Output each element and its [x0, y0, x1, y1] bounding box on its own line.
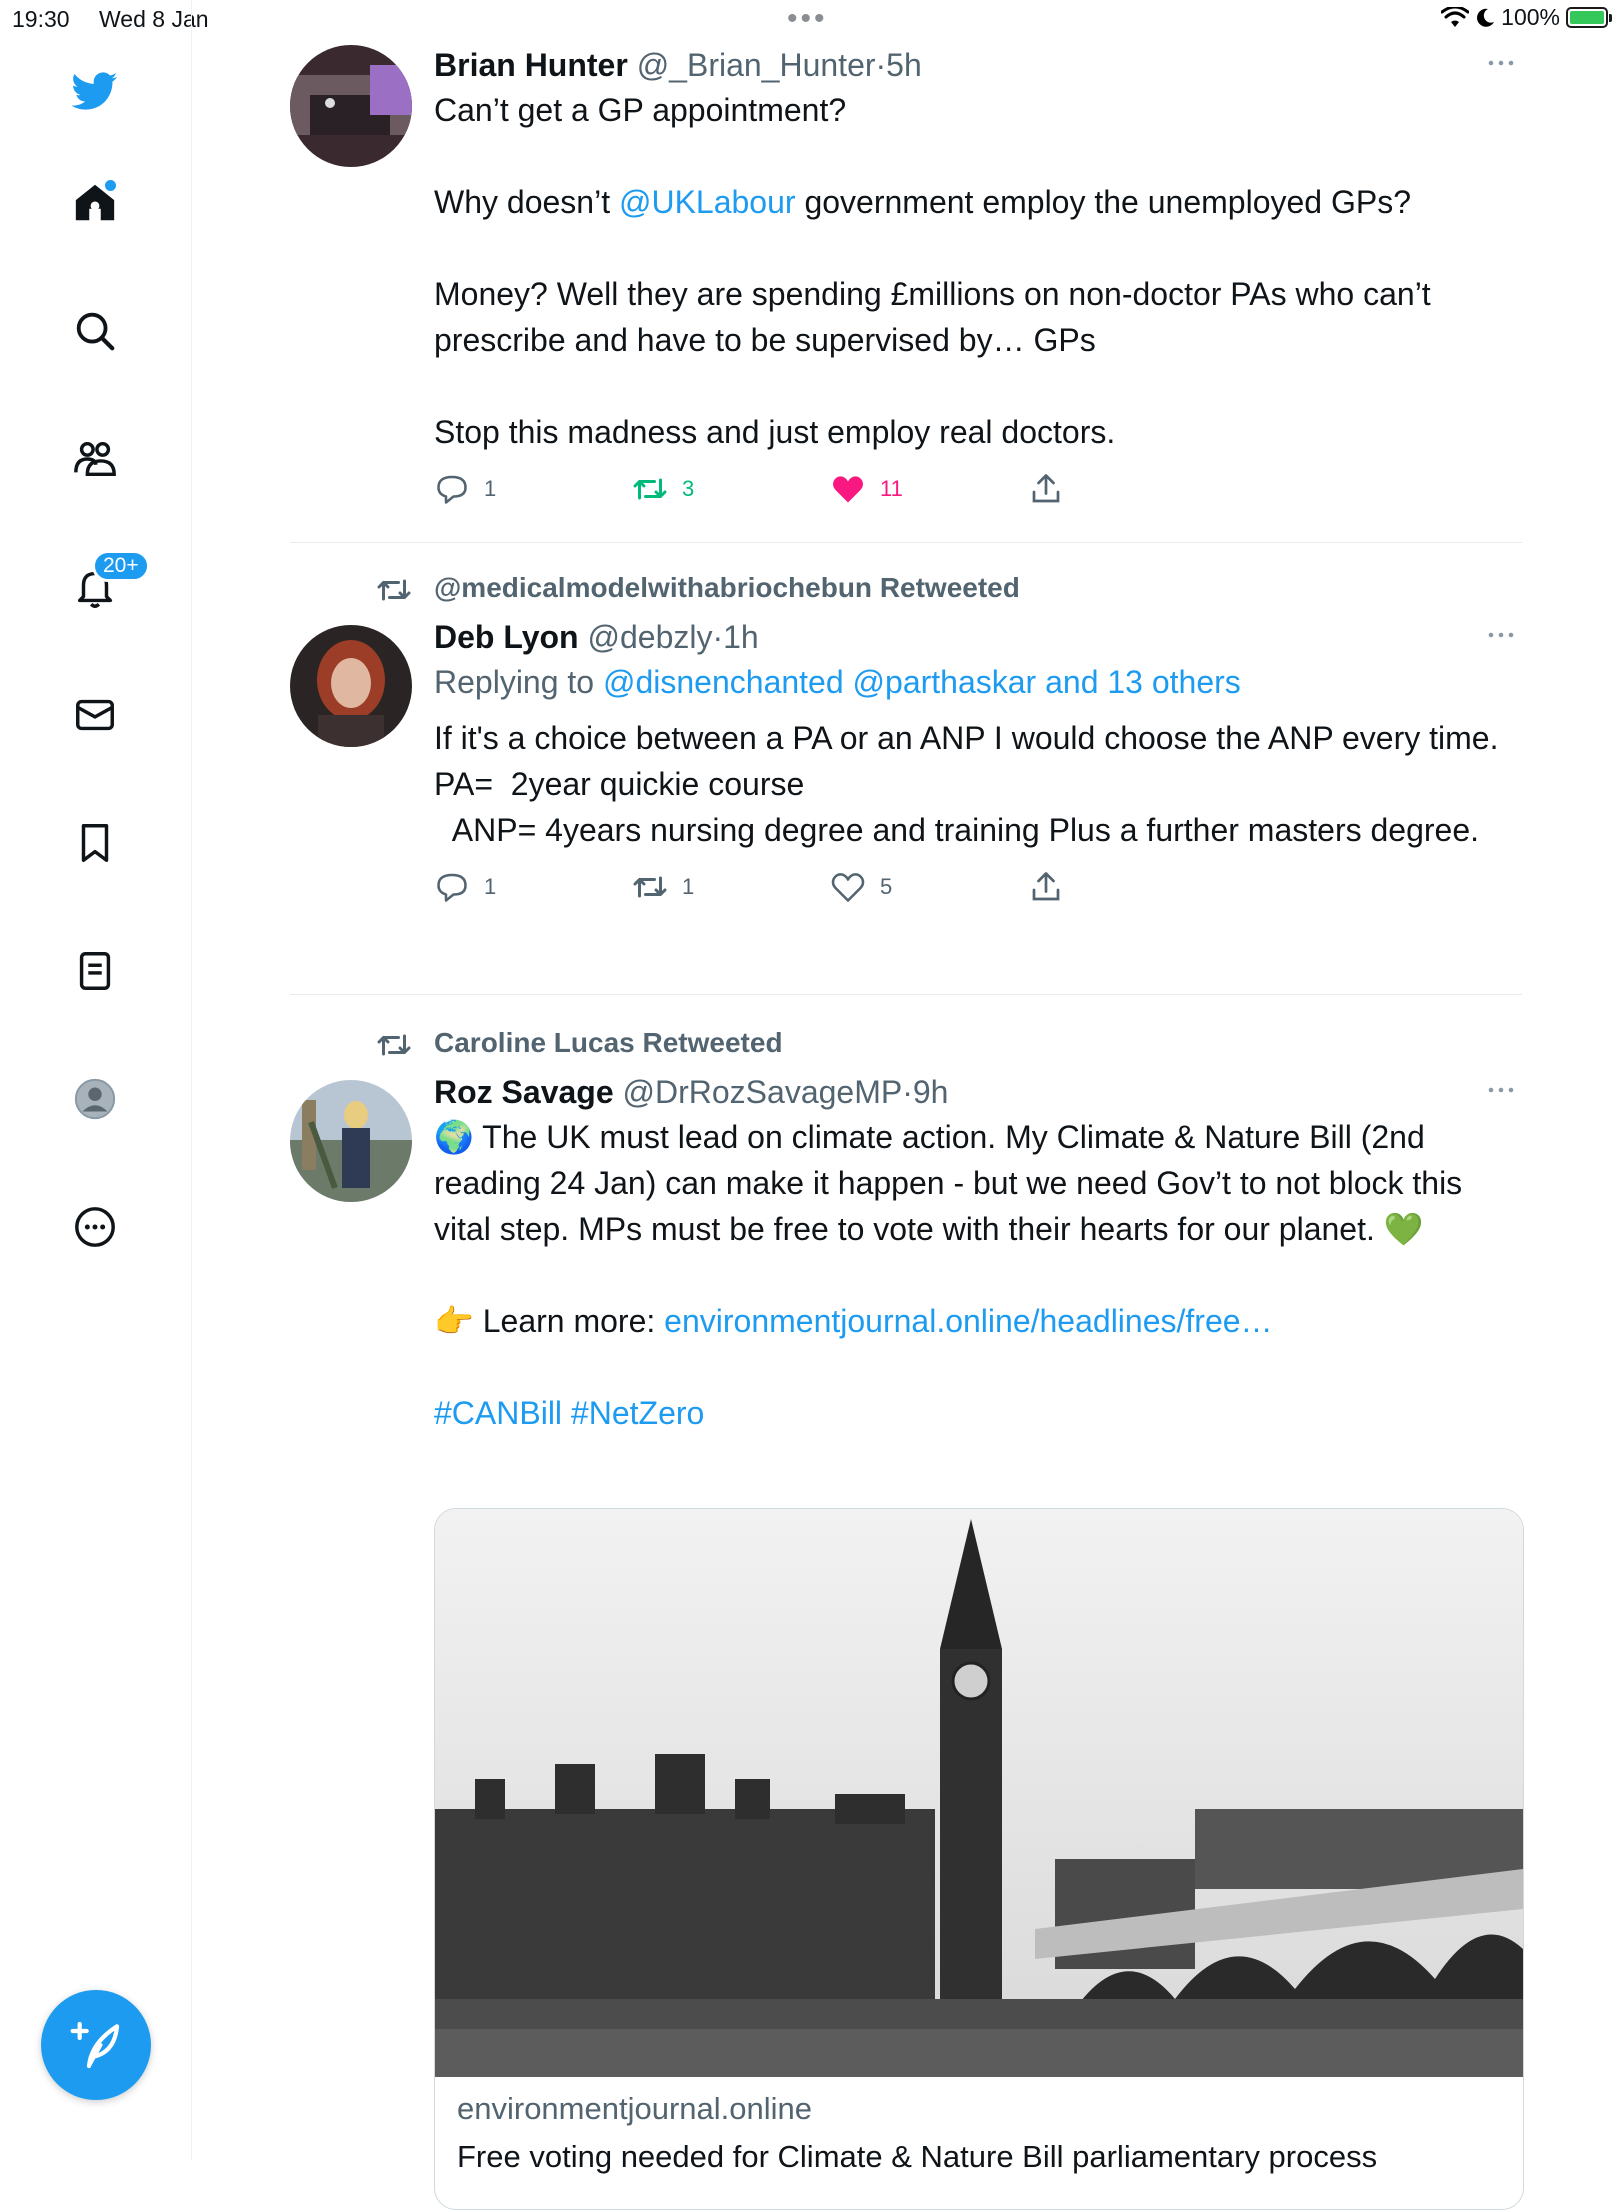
compose-tweet-button[interactable] [41, 1990, 151, 2100]
avatar[interactable] [290, 625, 412, 747]
heart-filled-icon [830, 471, 866, 507]
more-options-icon[interactable] [1483, 1078, 1519, 1102]
tweet-actions [434, 869, 1519, 915]
nav-messages[interactable] [62, 682, 128, 748]
mention-link[interactable]: @UKLabour [618, 184, 796, 220]
separator-dot: · [875, 47, 887, 83]
retweet-icon [374, 572, 414, 608]
envelope-icon [72, 692, 118, 738]
nav-more[interactable] [62, 1194, 128, 1260]
status-date: Wed 8 Jan [99, 6, 209, 32]
retweet-icon [632, 869, 668, 905]
tweet-text [434, 87, 1519, 455]
avatar-image [290, 625, 412, 747]
reply-icon [434, 471, 470, 507]
hashtags[interactable]: #CANBill #NetZero [434, 1395, 705, 1431]
tweet-time[interactable]: 5h [886, 47, 922, 83]
like-count: 11 [880, 476, 903, 501]
tweet-header [434, 617, 1519, 657]
retweet-count: 3 [682, 476, 695, 501]
tweet-body [434, 617, 1519, 915]
replying-to-links[interactable]: @disnenchanted @parthaskar and 13 others [602, 664, 1241, 700]
author-name[interactable]: Deb Lyon [434, 619, 579, 655]
tweet-paragraph: Why doesn’t @UKLabour government employ the unemployed GPs? [434, 184, 1411, 220]
tweet-paragraph: Money? Well they are spending £millions on non-doctor PAs who can’t prescribe and have to be supervised by… GPs [434, 276, 1440, 358]
retweet-icon [374, 1027, 414, 1063]
twitter-logo[interactable] [62, 58, 128, 124]
tweet-body [434, 1072, 1519, 1436]
retweeted-by[interactable]: @medicalmodelwithabriochebun Retweeted [434, 572, 1020, 603]
sidebar-nav [0, 0, 192, 2160]
people-icon [72, 436, 118, 482]
reply-icon [434, 869, 470, 905]
article-link[interactable]: environmentjournal.online/headlines/free… [664, 1303, 1273, 1339]
wifi-icon [1441, 7, 1469, 29]
heart-icon [830, 869, 866, 905]
tweet-paragraph: Can’t get a GP appointment? [434, 92, 847, 128]
tweet-paragraph: 🌍 The UK must lead on climate action. My Climate & Nature Bill (2nd reading 24 Jan) can make it happen - but we need Gov’t to not block this vital step. MPs must be free to vote with their hearts for our planet. 💚 [434, 1119, 1472, 1247]
retweeted-by[interactable]: Caroline Lucas Retweeted [434, 1027, 783, 1058]
avatar-image [290, 45, 412, 167]
nav-explore[interactable] [62, 298, 128, 364]
like-button[interactable] [830, 869, 892, 905]
tweet-header [434, 45, 1519, 85]
nav-profile[interactable] [62, 1066, 128, 1132]
more-options-icon[interactable] [1483, 51, 1519, 75]
card-title: Free voting needed for Climate & Nature Bill parliamentary process [457, 2139, 1378, 2174]
avatar[interactable] [290, 1080, 412, 1202]
reply-count: 1 [484, 874, 497, 899]
status-time: 19:30 [12, 6, 70, 32]
like-button[interactable] [830, 471, 903, 507]
nav-notifications[interactable] [62, 554, 139, 620]
author-name[interactable]: Brian Hunter [434, 47, 628, 83]
author-handle[interactable]: @_Brian_Hunter [636, 47, 876, 83]
status-indicators [1441, 4, 1608, 31]
tweet-text: If it's a choice between a PA or an ANP I would choose the ANP every time. PA= 2year quickie course ANP= 4years nursing degree and training Plus a further masters degree. [434, 720, 1499, 848]
share-icon [1028, 869, 1064, 905]
retweet-button[interactable] [632, 471, 694, 507]
tweet-header [434, 1072, 1519, 1112]
avatar-image [290, 1080, 412, 1202]
like-count: 5 [880, 874, 893, 899]
list-icon [72, 948, 118, 994]
learn-more-line: 👉 Learn more: environmentjournal.online/headlines/free… [434, 1303, 1273, 1339]
retweet-icon [632, 471, 668, 507]
nav-home[interactable] [62, 170, 128, 236]
tweet-divider [290, 542, 1522, 543]
notification-badge: 20+ [92, 550, 150, 582]
card-domain: environmentjournal.online [457, 2091, 813, 2126]
share-button[interactable] [1028, 869, 1064, 905]
tweet-time[interactable]: 9h [912, 1074, 949, 1110]
separator-dot: · [902, 1074, 913, 1110]
author-handle[interactable]: @debzly [587, 619, 713, 655]
retweet-button[interactable] [632, 869, 694, 905]
replying-to: Replying to @disnenchanted @parthaskar and 13 others [434, 664, 1241, 700]
multitasking-dots-icon[interactable]: ••• [787, 2, 828, 35]
nav-lists[interactable] [62, 938, 128, 1004]
tweet-divider [290, 994, 1522, 995]
author-handle[interactable]: @DrRozSavageMP [622, 1074, 903, 1110]
separator-dot: · [712, 619, 724, 655]
battery-percent: 100% [1501, 4, 1560, 30]
search-icon [72, 308, 118, 354]
bookmark-icon [72, 820, 118, 866]
tweet[interactable] [290, 45, 1522, 545]
tweet-text [434, 1114, 1519, 1436]
tweet-paragraph: Stop this madness and just employ real doctors. [434, 414, 1116, 450]
compose-icon [68, 2017, 124, 2073]
bird-icon [72, 68, 118, 114]
reply-count: 1 [484, 476, 497, 501]
moon-icon [1475, 7, 1495, 29]
battery-icon [1566, 7, 1608, 28]
more-options-icon[interactable] [1483, 623, 1519, 647]
tweet[interactable] [290, 570, 1522, 990]
link-preview-card[interactable] [434, 1508, 1524, 2210]
profile-icon [72, 1076, 118, 1122]
nav-bookmarks[interactable] [62, 810, 128, 876]
reply-button[interactable] [434, 471, 496, 507]
status-bar [0, 0, 1620, 40]
card-image [435, 1509, 1523, 2077]
home-unread-dot [105, 180, 116, 191]
author-name[interactable]: Roz Savage [434, 1074, 614, 1110]
more-circle-icon [72, 1204, 118, 1250]
nav-communities[interactable] [62, 426, 128, 492]
share-icon [1028, 471, 1064, 507]
retweet-count: 1 [682, 874, 695, 899]
avatar[interactable] [290, 45, 412, 167]
reply-button[interactable] [434, 869, 496, 905]
battery-level-fill [1570, 11, 1604, 24]
tweet-actions [434, 471, 1519, 517]
tweet-body [434, 45, 1519, 517]
tweet-time[interactable]: 1h [723, 619, 759, 655]
share-button[interactable] [1028, 471, 1064, 507]
